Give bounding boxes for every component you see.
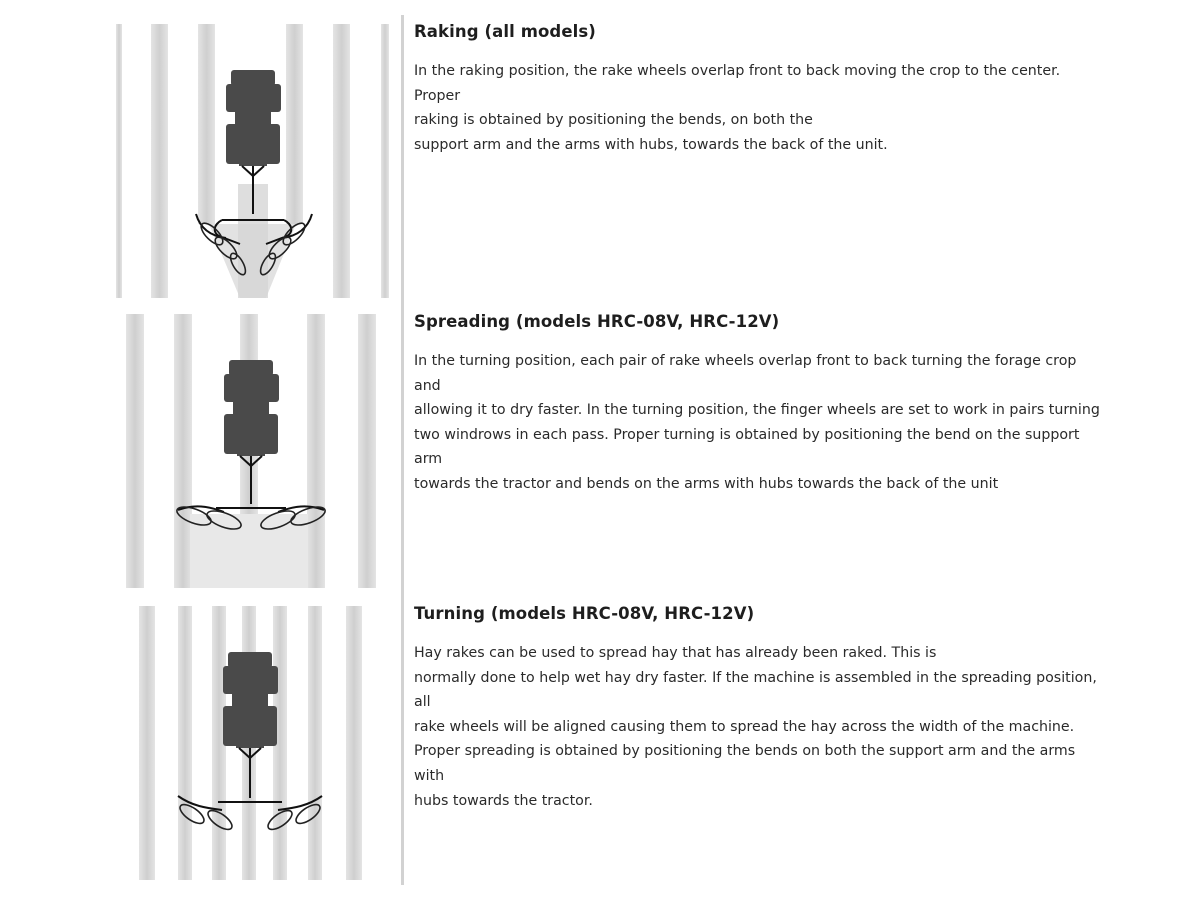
windrow — [333, 24, 350, 298]
tractor-icon — [223, 652, 278, 748]
body-line: support arm and the arms with hubs, towards the back of the unit. — [414, 136, 888, 153]
raking-diagram-svg — [114, 24, 394, 300]
body-line: raking is obtained by positioning the bends, on both the — [414, 112, 813, 129]
rake-frame — [178, 456, 324, 512]
body-line: rake wheels will be aligned causing them to spread the hay across the width of the machine. — [414, 718, 1075, 735]
section-title: Spreading (models HRC-08V, HRC-12V) — [414, 312, 780, 331]
section-title: Turning (models HRC-08V, HRC-12V) — [414, 604, 755, 623]
windrow — [346, 606, 362, 880]
section-title: Raking (all models) — [414, 22, 596, 41]
body-line: In the turning position, each pair of rake wheels overlap front to back turning the forage crop and — [414, 353, 1077, 394]
windrow — [116, 24, 122, 298]
section-body — [414, 59, 1104, 157]
spreading-diagram-svg — [124, 314, 380, 590]
body-line: In the raking position, the rake wheels overlap front to back moving the crop to the center. Proper — [414, 63, 1061, 104]
windrow — [151, 24, 168, 298]
windrow — [174, 314, 192, 588]
body-line: allowing it to dry faster. In the turning position, the finger wheels are set to work in pairs turning — [414, 402, 1100, 419]
raking-diagram — [114, 24, 394, 300]
windrow — [307, 314, 325, 588]
tractor-icon — [224, 360, 279, 456]
turning-diagram-svg — [136, 606, 366, 882]
body-line: Proper spreading is obtained by positioning the bends on both the support arm and the arms with — [414, 743, 1076, 784]
windrow — [178, 606, 192, 880]
windrow — [308, 606, 322, 880]
windrow — [126, 314, 144, 588]
body-line: towards the tractor and bends on the arms with hubs towards the back of the unit — [414, 475, 999, 492]
body-line: normally done to help wet hay dry faster. If the machine is assembled in the spreading position, all — [414, 669, 1097, 711]
spreading-diagram — [124, 314, 380, 590]
windrow — [139, 606, 155, 880]
section-body — [414, 641, 1104, 813]
tractor-icon — [226, 70, 281, 166]
vertical-divider — [401, 15, 404, 885]
body-line: hubs towards the tractor. — [414, 792, 593, 809]
turning-diagram — [136, 606, 366, 882]
section-body — [414, 349, 1104, 497]
body-line: two windrows in each pass. Proper turning is obtained by positioning the bend on the support arm — [414, 426, 1080, 468]
windrow — [358, 314, 376, 588]
windrow — [381, 24, 389, 298]
body-line: Hay rakes can be used to spread hay that has already been raked. This is — [414, 645, 937, 661]
windrow — [198, 24, 215, 224]
windrow — [286, 24, 303, 224]
